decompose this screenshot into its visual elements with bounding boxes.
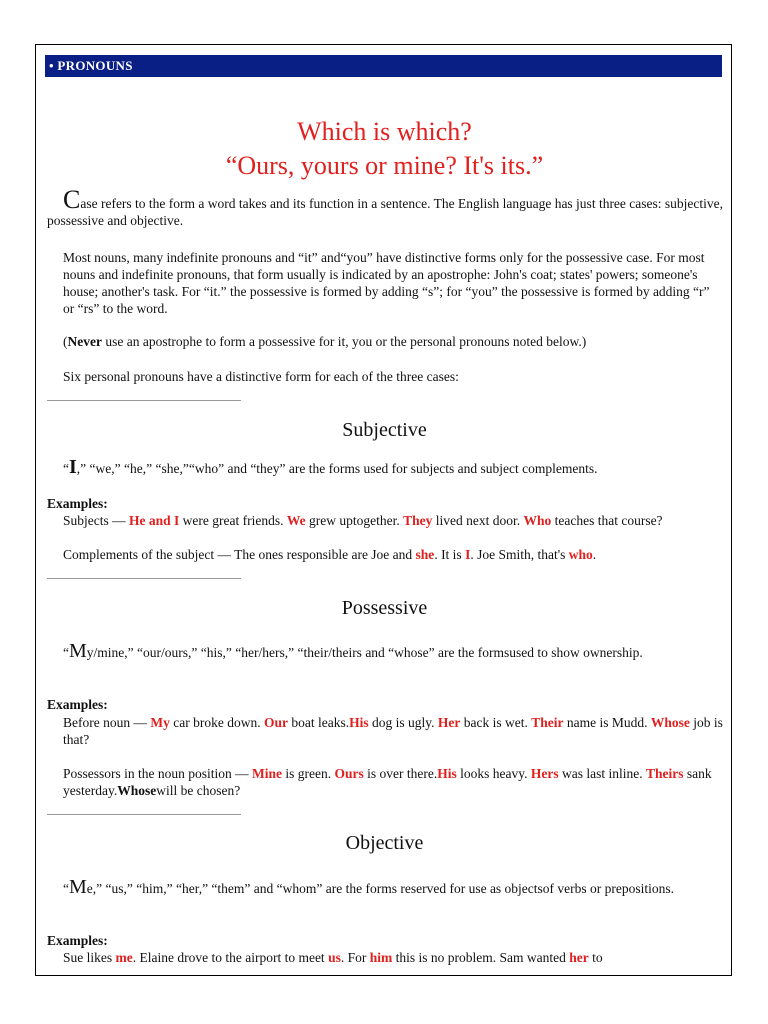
intro-paragraph-3: (Never use an apostrophe to form a possessive for it, you or the personal pronouns noted below.) [63, 334, 587, 349]
possessive-example-2: Possessors in the noun position — Mine is green. Ours is over there.His looks heavy. Hers was last inline. Theirs sank yesterday.Whosewill be chosen? [63, 766, 712, 798]
title-line-2: “Ours, yours or mine? It's its.” [225, 151, 544, 180]
intro-paragraph-4: Six personal pronouns have a distinctive form for each of the three cases: [63, 369, 459, 384]
subjective-example-1: Subjects — He and I were great friends. We grew uptogether. They lived next door. Who teaches that course? [63, 513, 663, 528]
possessive-description: “My/mine,” “our/ours,” “his,” “her/hers,” “their/theirs and “whose” are the formsused to show ownership. [63, 640, 643, 662]
section-divider [47, 400, 241, 401]
subjective-example-2: Complements of the subject — The ones responsible are Joe and she. It is I. Joe Smith, that's who. [63, 547, 597, 562]
subjective-description: “I,” “we,” “he,” “she,”“who” and “they” are the forms used for subjects and subject complements. [63, 456, 598, 478]
heading-possessive: Possessive [341, 597, 428, 619]
section-divider [47, 814, 241, 815]
section-banner: • PRONOUNS [45, 55, 722, 77]
intro-paragraph-2: Most nouns, many indefinite pronouns and “it” and“you” have distinctive forms only for the possessive case. For most nouns and indefinite pronouns, that form usually is indicated by an apostrophe: John's coat; states' powers; someone's house; another's task. For “it.” the possessive is formed by adding “s”; for “you” the possessive is formed by adding “r” or “rs” to the word. [63, 250, 710, 316]
heading-subjective: Subjective [342, 419, 427, 441]
document-page [35, 44, 732, 976]
possessive-example-1: Before noun — My car broke down. Our boat leaks.His dog is ugly. Her back is wet. Their name is Mudd. Whose job is that? [63, 715, 723, 747]
objective-description: “Me,” “us,” “him,” “her,” “them” and “whom” are the forms reserved for use as objectsof verbs or prepositions. [63, 876, 675, 898]
possessive-examples-label: Examples: [47, 697, 108, 712]
objective-example-1: Sue likes me. Elaine drove to the airport to meet us. For him this is no problem. Sam wanted her to [63, 950, 603, 965]
section-divider [47, 578, 241, 579]
intro-paragraph-1: Case refers to the form a word takes and its function in a sentence. The English language has just three cases: subjective, possessive and objective. [47, 185, 724, 228]
subjective-examples-label: Examples: [47, 496, 108, 511]
heading-objective: Objective [345, 832, 424, 854]
objective-examples-label: Examples: [47, 933, 108, 948]
drop-cap: C [63, 185, 81, 214]
title-line-1: Which is which? [297, 117, 472, 146]
